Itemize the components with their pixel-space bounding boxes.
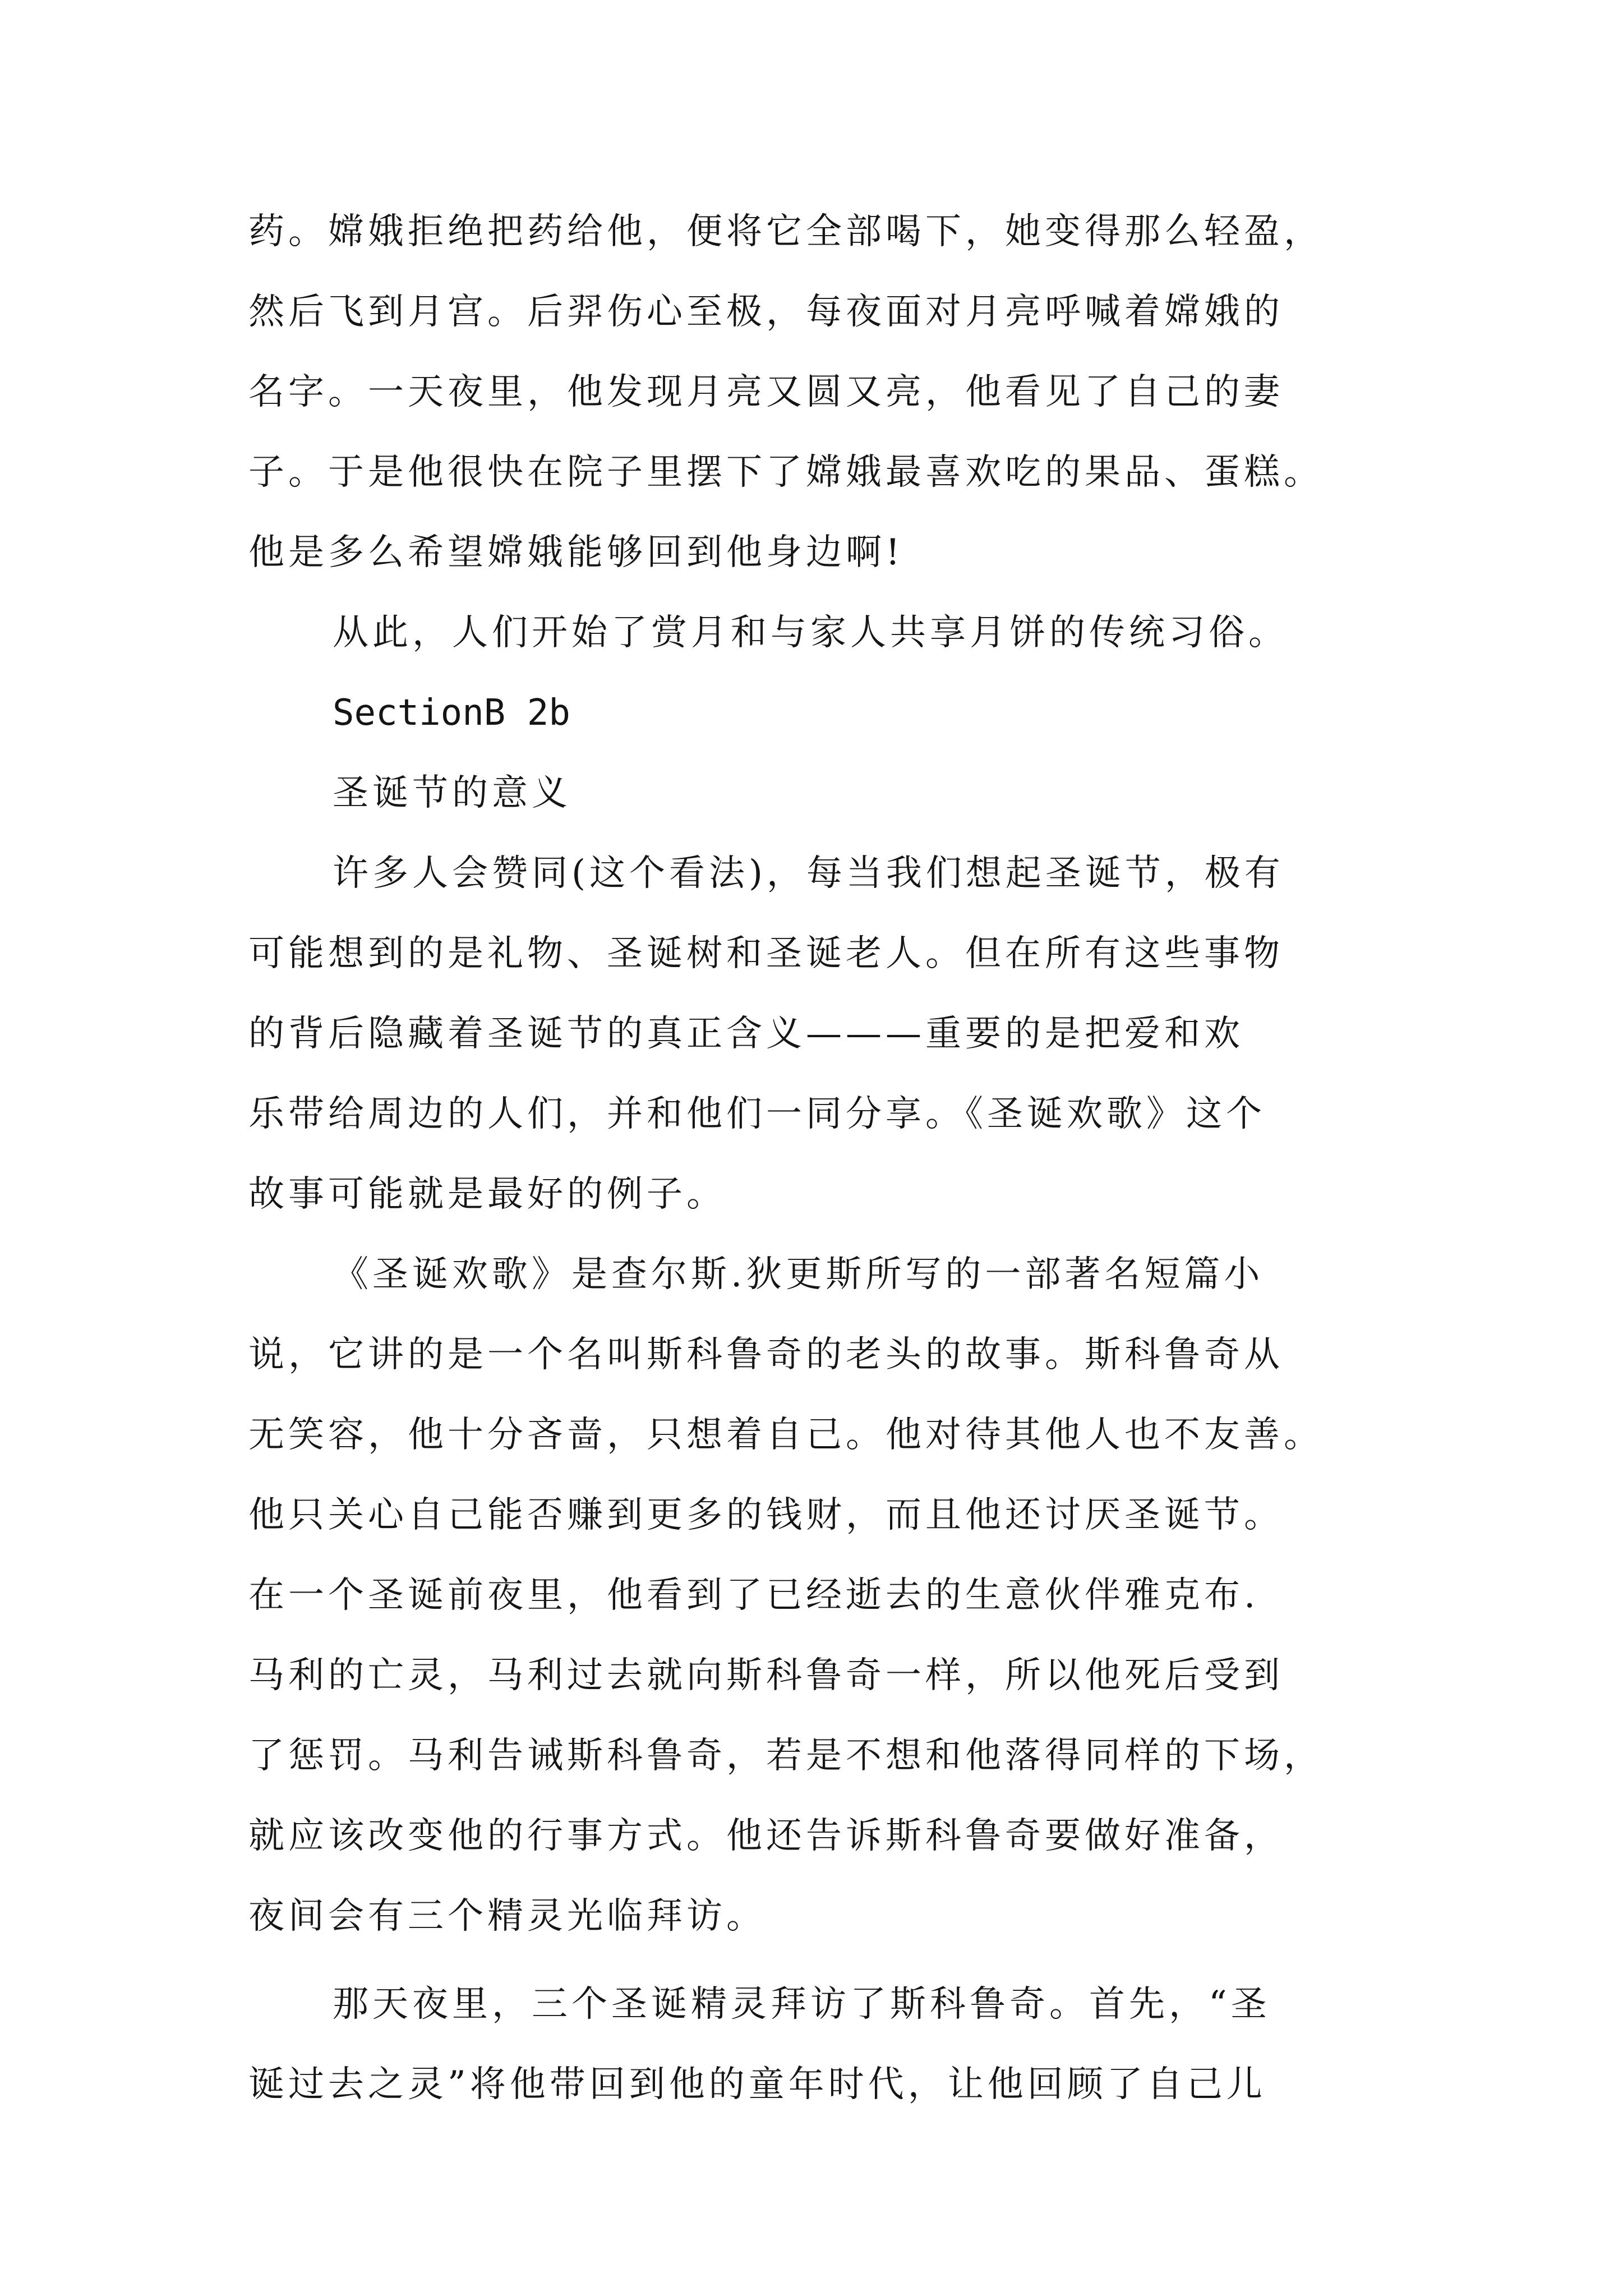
paragraph-chang-e-story bbox=[248, 192, 1381, 593]
section-title-text: 圣诞节的意义 bbox=[333, 772, 571, 814]
text-line: 了惩罚。马利告诫斯科鲁奇，若是不想和他落得同样的下场， bbox=[248, 1735, 1324, 1777]
text-line: 就应该改变他的行事方式。他还告诉斯科鲁奇要做好准备， bbox=[248, 1815, 1284, 1857]
text-line: 那天夜里，三个圣诞精灵拜访了斯科鲁奇。首先，“圣 bbox=[333, 1984, 1271, 2025]
text-line: 许多人会赞同(这个看法)，每当我们想起圣诞节，极有 bbox=[333, 853, 1284, 894]
paragraph-christmas-meaning bbox=[248, 834, 1381, 1235]
text-line: 《圣诞欢歌》是查尔斯.狄更斯所写的一部著名短篇小 bbox=[333, 1254, 1264, 1295]
paragraph-tradition bbox=[248, 593, 1381, 673]
text-line: 无笑容，他十分吝啬，只想着自己。他对待其他人也不友善。 bbox=[248, 1414, 1324, 1456]
paragraph-christmas-carol bbox=[248, 1235, 1381, 1957]
paragraph-three-spirits bbox=[248, 1964, 1381, 2125]
text-line: 可能想到的是礼物、圣诞树和圣诞老人。但在所有这些事物 bbox=[248, 933, 1284, 974]
text-line: 乐带给周边的人们，并和他们一同分享。《圣诞欢歌》这个 bbox=[248, 1093, 1266, 1135]
section-label bbox=[248, 673, 1381, 753]
text-line: 名字。一天夜里，他发现月亮又圆又亮，他看见了自己的妻 bbox=[248, 371, 1284, 413]
section-label-text: SectionB 2b bbox=[333, 692, 570, 734]
text-line: 的背后隐藏着圣诞节的真正含义———重要的是把爱和欢 bbox=[248, 1013, 1244, 1055]
text-line: 故事可能就是最好的例子。 bbox=[248, 1174, 726, 1215]
text-line: 药。嫦娥拒绝把药给他，便将它全部喝下，她变得那么轻盈， bbox=[248, 211, 1324, 252]
text-line: 诞过去之灵”将他带回到他的童年时代，让他回顾了自己儿 bbox=[248, 2064, 1266, 2105]
text-line: 夜间会有三个精灵光临拜访。 bbox=[248, 1895, 766, 1937]
text-line: 他是多么希望嫦娥能够回到他身边啊! bbox=[248, 532, 904, 573]
text-line: 在一个圣诞前夜里，他看到了已经逝去的生意伙伴雅克布. bbox=[248, 1575, 1260, 1616]
text-line: 马利的亡灵，马利过去就向斯科鲁奇一样，所以他死后受到 bbox=[248, 1655, 1284, 1696]
text-line: 他只关心自己能否赚到更多的钱财，而且他还讨厌圣诞节。 bbox=[248, 1494, 1284, 1536]
section-title bbox=[248, 753, 1381, 834]
text-line: 然后飞到月宫。后羿伤心至极，每夜面对月亮呼喊着嫦娥的 bbox=[248, 291, 1284, 333]
text-line: 从此，人们开始了赏月和与家人共享月饼的传统习俗。 bbox=[333, 612, 1288, 654]
text-line: 子。于是他很快在院子里摆下了嫦娥最喜欢吃的果品、蛋糕。 bbox=[248, 452, 1324, 493]
text-line: 说，它讲的是一个名叫斯科鲁奇的老头的故事。斯科鲁奇从 bbox=[248, 1334, 1284, 1375]
